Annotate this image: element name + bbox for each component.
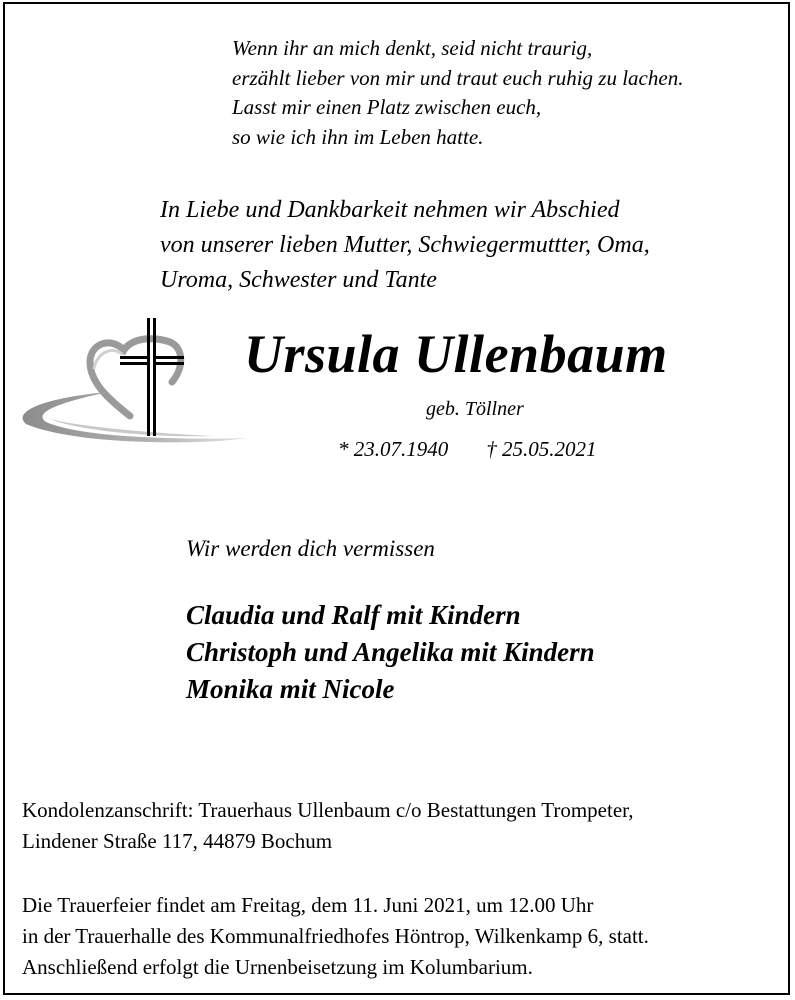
miss-you-line: Wir werden dich vermissen [186, 536, 435, 561]
mourner-entry: Christoph und Angelika mit Kindern [186, 637, 595, 667]
life-dates [338, 437, 597, 462]
mourner-entry: Claudia und Ralf mit Kindern [186, 600, 521, 630]
poem [232, 34, 683, 152]
mourner-entry: Monika mit Nicole [186, 674, 395, 704]
poem-line: erzählt lieber von mir und traut euch ruhig zu lachen. [232, 65, 684, 90]
intro-line: von unserer lieben Mutter, Schwiegermuttter, Oma, [160, 232, 650, 258]
birth-name: geb. Töllner [426, 398, 524, 420]
farewell-intro [160, 193, 650, 298]
death-date: † 25.05.2021 [486, 437, 597, 461]
condolence-address [22, 795, 634, 857]
poem-line: so wie ich ihn im Leben hatte. [232, 124, 484, 149]
intro-line: In Liebe und Dankbarkeit nehmen wir Abschied [160, 197, 620, 223]
birth-date: * 23.07.1940 [338, 437, 449, 461]
poem-line: Wenn ihr an mich denkt, seid nicht traurig, [232, 36, 593, 60]
intro-line: Uroma, Schwester und Tante [160, 267, 437, 293]
funeral-line: Anschließend erfolgt die Urnenbeisetzung im Kolumbarium. [22, 955, 533, 979]
deceased-name: Ursula Ullenbaum [244, 324, 668, 384]
mourners-list [186, 597, 595, 708]
funeral-line: in der Trauerhalle des Kommunalfriedhofes Höntrop, Wilkenkamp 6, statt. [22, 924, 649, 948]
condolence-line: Kondolenzanschrift: Trauerhaus Ullenbaum c/o Bestattungen Trompeter, [22, 798, 634, 822]
funeral-line: Die Trauerfeier findet am Freitag, dem 11. Juni 2021, um 12.00 Uhr [22, 893, 594, 917]
poem-line: Lasst mir einen Platz zwischen euch, [232, 95, 542, 119]
condolence-line: Lindener Straße 117, 44879 Bochum [22, 829, 333, 853]
funeral-info [22, 890, 649, 983]
heart-cross-icon [12, 312, 252, 452]
